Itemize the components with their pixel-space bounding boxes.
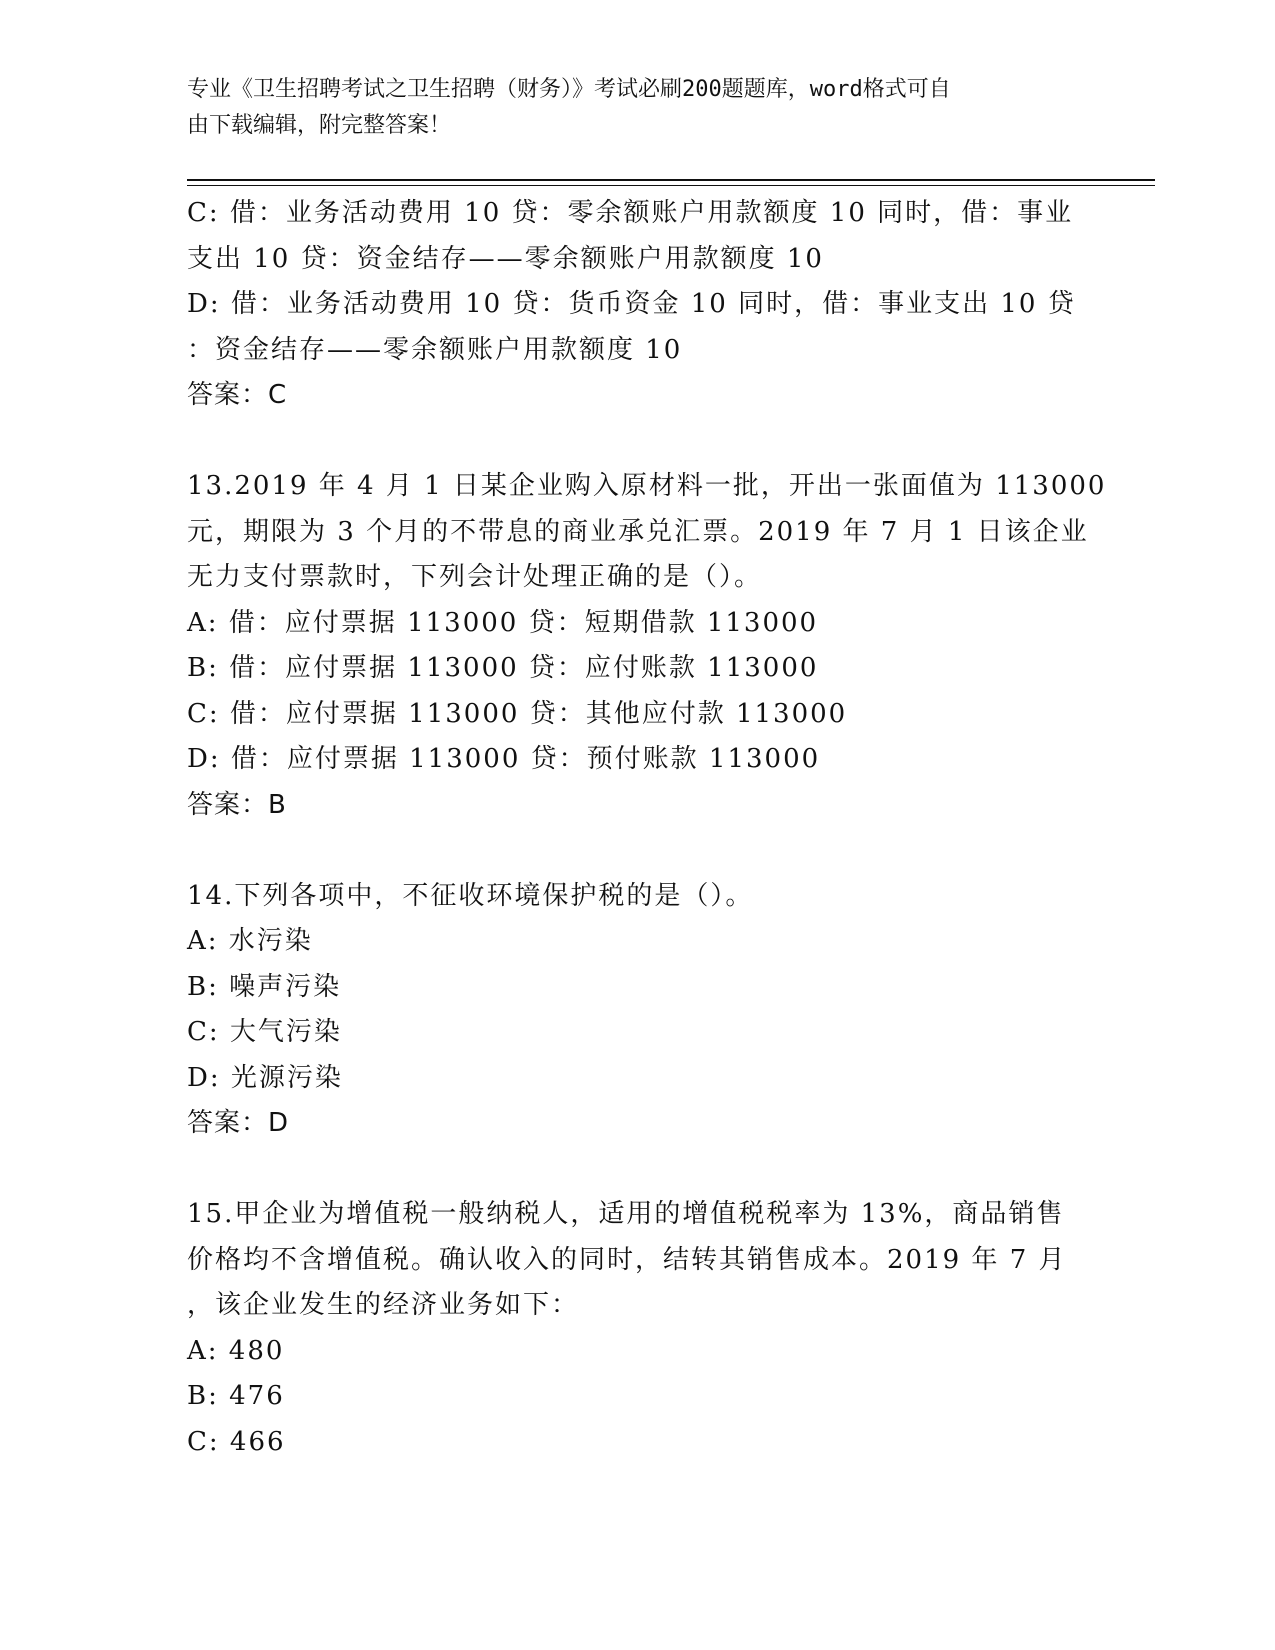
document-body: [187, 191, 1107, 1465]
q14-option-d: D: 光源污染: [187, 1062, 343, 1093]
q14-option-c: C: 大气污染: [187, 1017, 342, 1047]
q13-option-b: B: 借：应付票据 113000 贷：应付账款 113000: [187, 653, 819, 683]
q13-stem-line1: 13.2019 年 4 月 1 日某企业购入原材料一批，开出一张面值为 113000: [187, 471, 1107, 501]
header-line-2: 由下载编辑，附完整答案！: [187, 113, 452, 138]
question-12: [187, 191, 1087, 419]
spacer: [187, 828, 1087, 874]
spacer: [187, 419, 1087, 465]
q15-stem-line2: 价格均不含增值税。确认收入的同时，结转其销售成本。2019 年 7 月: [187, 1244, 1067, 1275]
q15-stem-line1: 15.甲企业为增值税一般纳税人，适用的增值税税率为 13%，商品销售: [187, 1199, 1065, 1229]
q12-option-d-line1: D: 借：业务活动费用 10 贷：货币资金 10 同时，借：事业支出 10 贷: [187, 289, 1076, 319]
header-rule-thick: [187, 179, 1155, 181]
question-14: [187, 874, 1087, 1147]
q13-option-c: C: 借：应付票据 113000 贷：其他应付款 113000: [187, 698, 848, 729]
q13-answer: 答案：B: [187, 789, 287, 820]
q13-stem-line3: 无力支付票款时，下列会计处理正确的是（）。: [187, 562, 763, 592]
spacer: [187, 1147, 1087, 1193]
q13-option-d: D: 借：应付票据 113000 贷：预付账款 113000: [187, 744, 821, 774]
q15-stem-line3: ，该企业发生的经济业务如下：: [187, 1290, 580, 1320]
header-rule-thin: [187, 185, 1155, 186]
q13-option-a: A: 借：应付票据 113000 贷：短期借款 113000: [187, 607, 819, 638]
q13-stem-line2: 元，期限为 3 个月的不带息的商业承兑汇票。2019 年 7 月 1 日该企业: [187, 516, 1089, 547]
q12-option-c-line1: C: 借：业务活动费用 10 贷：零余额账户用款额度 10 同时，借：事业: [187, 198, 1074, 228]
q12-option-c-line2: 支出 10 贷：资金结存——零余额账户用款额度 10: [187, 243, 824, 274]
q15-option-c: C: 466: [187, 1426, 286, 1457]
question-15: [187, 1192, 1087, 1465]
q15-option-a: A: 480: [187, 1335, 285, 1366]
header-line-1: 专业《卫生招聘考试之卫生招聘（财务）》考试必刷200题题库，word格式可自: [187, 77, 951, 102]
q14-option-a: A: 水污染: [187, 926, 313, 956]
q12-answer: 答案：C: [187, 380, 288, 410]
q12-option-d-line2: ：资金结存——零余额账户用款额度 10: [187, 334, 683, 365]
q14-option-b: B: 噪声污染: [187, 971, 342, 1002]
question-13: [187, 464, 1107, 828]
q14-answer: 答案：D: [187, 1108, 290, 1138]
document-header: [187, 72, 1067, 144]
q14-stem: 14.下列各项中，不征收环境保护税的是（）。: [187, 880, 754, 911]
q15-option-b: B: 476: [187, 1381, 285, 1411]
